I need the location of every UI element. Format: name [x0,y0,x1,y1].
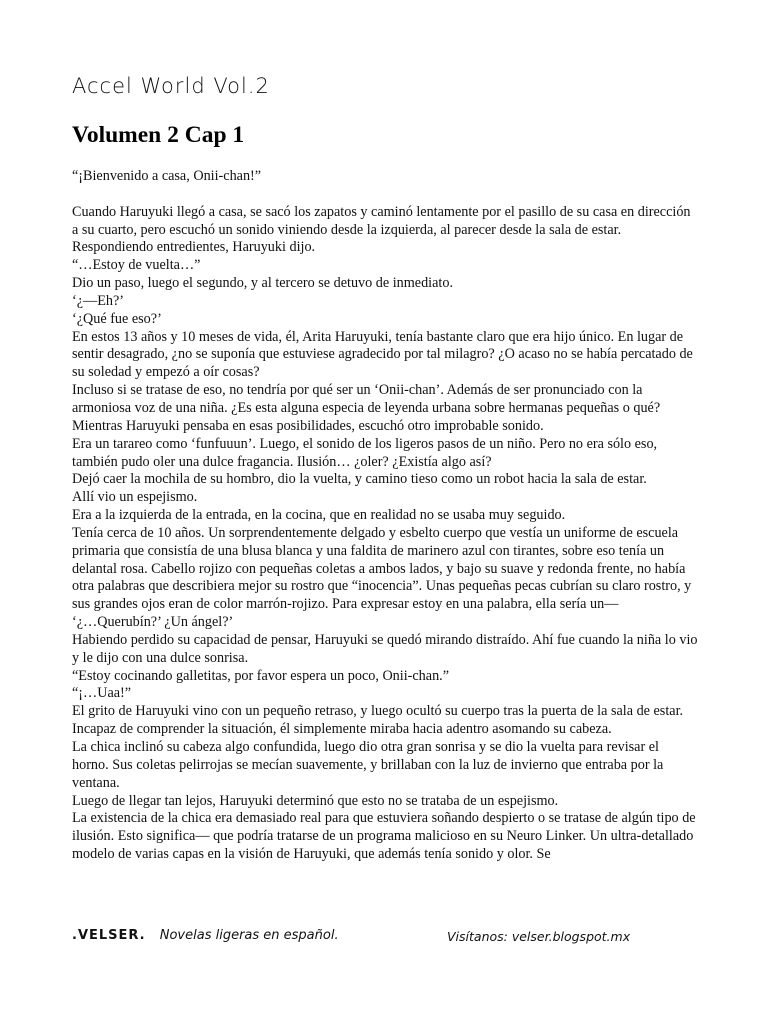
paragraph: Era a la izquierda de la entrada, en la cocina, que en realidad no se usaba muy seguido. [72,507,566,524]
paragraph: Luego de llegar tan lejos, Haruyuki determinó que esto no se trataba de un espejismo. [72,792,559,809]
paragraph: Cuando Haruyuki llegó a casa, se sacó los zapatos y caminó lentamente por el pasillo de su casa en dirección a su cuarto, pero escuchó un sonido viniendo desde la izquierda, al parecer desde la sala de estar. [72,203,691,238]
paragraph: “¡Bienvenido a casa, Onii-chan!” [72,168,262,184]
brand-logo-text: .VELSER. [72,928,146,943]
paragraph: El grito de Haruyuki vino con un pequeño retraso, y luego ocultó su cuerpo tras la puerta de la sala de estar. Incapaz de comprender la situación, él simplemente miraba hacia adentro asomando su cabeza. [72,703,684,738]
series-title: Accel World Vol.2 [72,74,270,98]
paragraph-spacer [72,186,698,204]
paragraph: La existencia de la chica era demasiado real para que estuviera soñando despierto o se tratase de algún tipo de ilusión. Esto significa— que podría tratarse de un programa malicioso en su Neuro Linker. Un ultra-detallado modelo de varias capas en la visión de Haruyuki, que además tenía sonido y olor. Se [72,810,696,863]
paragraph: Mientras Haruyuki pensaba en esas posibilidades, escuchó otro improbable sonido. [72,417,544,434]
paragraph: ‘¿…Querubín?’ ¿Un ángel?’ [72,614,234,631]
paragraph: Tenía cerca de 10 años. Un sorprendentemente delgado y esbelto cuerpo que vestía un uniforme de escuela primaria que consistía de una blusa blanca y una faldita de marinero azul con tirantes, sobre eso tenía un delantal rosa. Cabello rojizo con pequeñas coletas a ambos lados, y bajo su suave y redonda frente, no había otra palabras que describiera mejor su rostro que “inocencia”. Unas pequeñas pecas cubrían su claro rostro, y sus grandes ojos eran de color marrón-rojizo. Para expresar estoy en una palabra, ella sería un— [72,524,692,613]
paragraph: En estos 13 años y 10 meses de vida, él, Arita Haruyuki, tenía bastante claro que era hijo único. En lugar de sentir desagrado, ¿no se suponía que estuviese agradecido por tal milagro? ¿O acaso no se había percatado de su soledad y empezó a oír cosas? [72,328,693,381]
paragraph: Incluso si se tratase de eso, no tendría por qué ser un ‘Onii-chan’. Además de ser pronunciado con la armoniosa voz de una niña. ¿Es esta alguna especia de leyenda urbana sobre hermanas pequeñas o qué? [72,382,661,416]
paragraph: ‘¿—Eh?’ [72,292,124,309]
paragraph: Dejó caer la mochila de su hombro, dio la vuelta, y camino tieso como un robot hacia la sala de estar. [72,471,647,488]
paragraph: Dio un paso, luego el segundo, y al tercero se detuvo de inmediato. [72,275,453,292]
paragraph: Allí vio un espejismo. [72,489,198,506]
chapter-title: Volumen 2 Cap 1 [72,122,245,148]
footer-visit-link: Visítanos: velser.blogspot.mx [447,929,631,944]
paragraph: “…Estoy de vuelta…” [72,257,201,274]
paragraph: Era un tarareo como ‘funfuuun’. Luego, el sonido de los ligeros pasos de un niño. Pero no era sólo eso, también pudo oler una dulce fragancia. Ilusión… ¿oler? ¿Existía algo así? [72,435,658,470]
paragraph: ‘¿Qué fue eso?’ [72,310,162,327]
footer-tagline: Novelas ligeras en español. [159,928,339,943]
chapter-body [72,168,698,864]
paragraph: “¡…Uaa!” [72,685,132,702]
paragraph: “Estoy cocinando galletitas, por favor espera un poco, Onii-chan.” [72,667,450,684]
paragraph: Habiendo perdido su capacidad de pensar, Haruyuki se quedó mirando distraído. Ahí fue cuando la niña lo vio y le dijo con una dulce sonrisa. [72,631,698,666]
paragraph: La chica inclinó su cabeza algo confundida, luego dio otra gran sonrisa y se dio la vuelta para revisar el horno. Sus coletas pelirrojas se mecían suavemente, y brillaban con la luz de invierno que entraba por la ventana. [72,739,664,791]
footer-brand-line [72,928,339,943]
paragraph: Respondiendo entredientes, Haruyuki dijo. [72,239,316,256]
